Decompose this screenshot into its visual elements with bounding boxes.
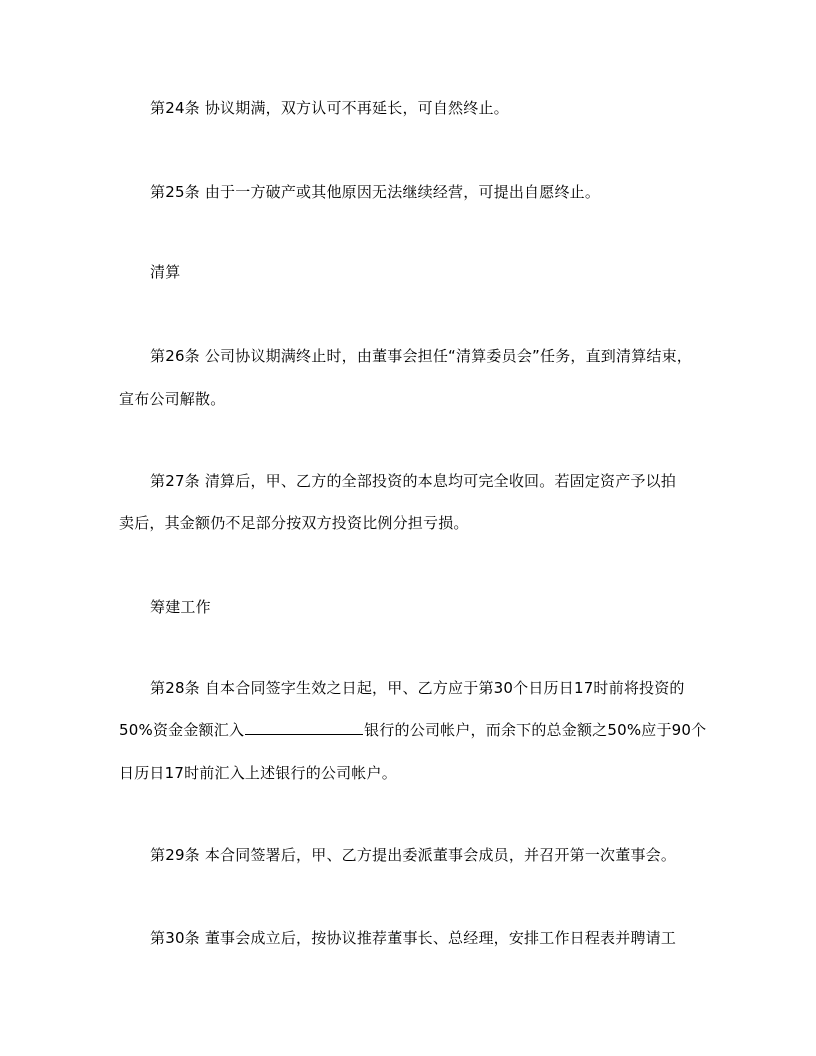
- article-28-line-2-end: 银行的公司帐户，而余下的总金额之50%应于90个: [364, 721, 707, 739]
- article-26-line-1: 第26条 公司协议期满终止时，由董事会担任“清算委员会”任务，直到清算结束，: [150, 347, 693, 365]
- article-27-line-1: 第27条 清算后，甲、乙方的全部投资的本息均可完全收回。若固定资产予以拍: [150, 472, 677, 490]
- article-30-line-1: 第30条 董事会成立后，按协议推荐董事长、总经理，安排工作日程表并聘请工: [150, 929, 677, 947]
- article-27-line-2: 卖后，其金额仍不足部分按双方投资比例分担亏损。: [119, 514, 469, 532]
- section-heading-liquidation: 清算: [150, 263, 181, 281]
- article-29: 第29条 本合同签署后，甲、乙方提出委派董事会成员，并召开第一次董事会。: [150, 846, 677, 864]
- article-26-line-2: 宣布公司解散。: [119, 390, 226, 408]
- bank-name-blank: [245, 720, 363, 735]
- article-28-line-2: [119, 720, 709, 740]
- article-24: 第24条 协议期满，双方认可不再延长，可自然终止。: [150, 99, 509, 117]
- article-28-line-1: 第28条 自本合同签字生效之日起，甲、乙方应于第30个日历日17时前将投资的: [150, 679, 685, 697]
- section-heading-preparation: 筹建工作: [150, 598, 211, 616]
- article-28-line-2-start: 50%资金金额汇入: [119, 721, 245, 739]
- article-25: 第25条 由于一方破产或其他原因无法继续经营，可提出自愿终止。: [150, 183, 601, 201]
- article-28-line-3: 日历日17时前汇入上述银行的公司帐户。: [119, 764, 397, 782]
